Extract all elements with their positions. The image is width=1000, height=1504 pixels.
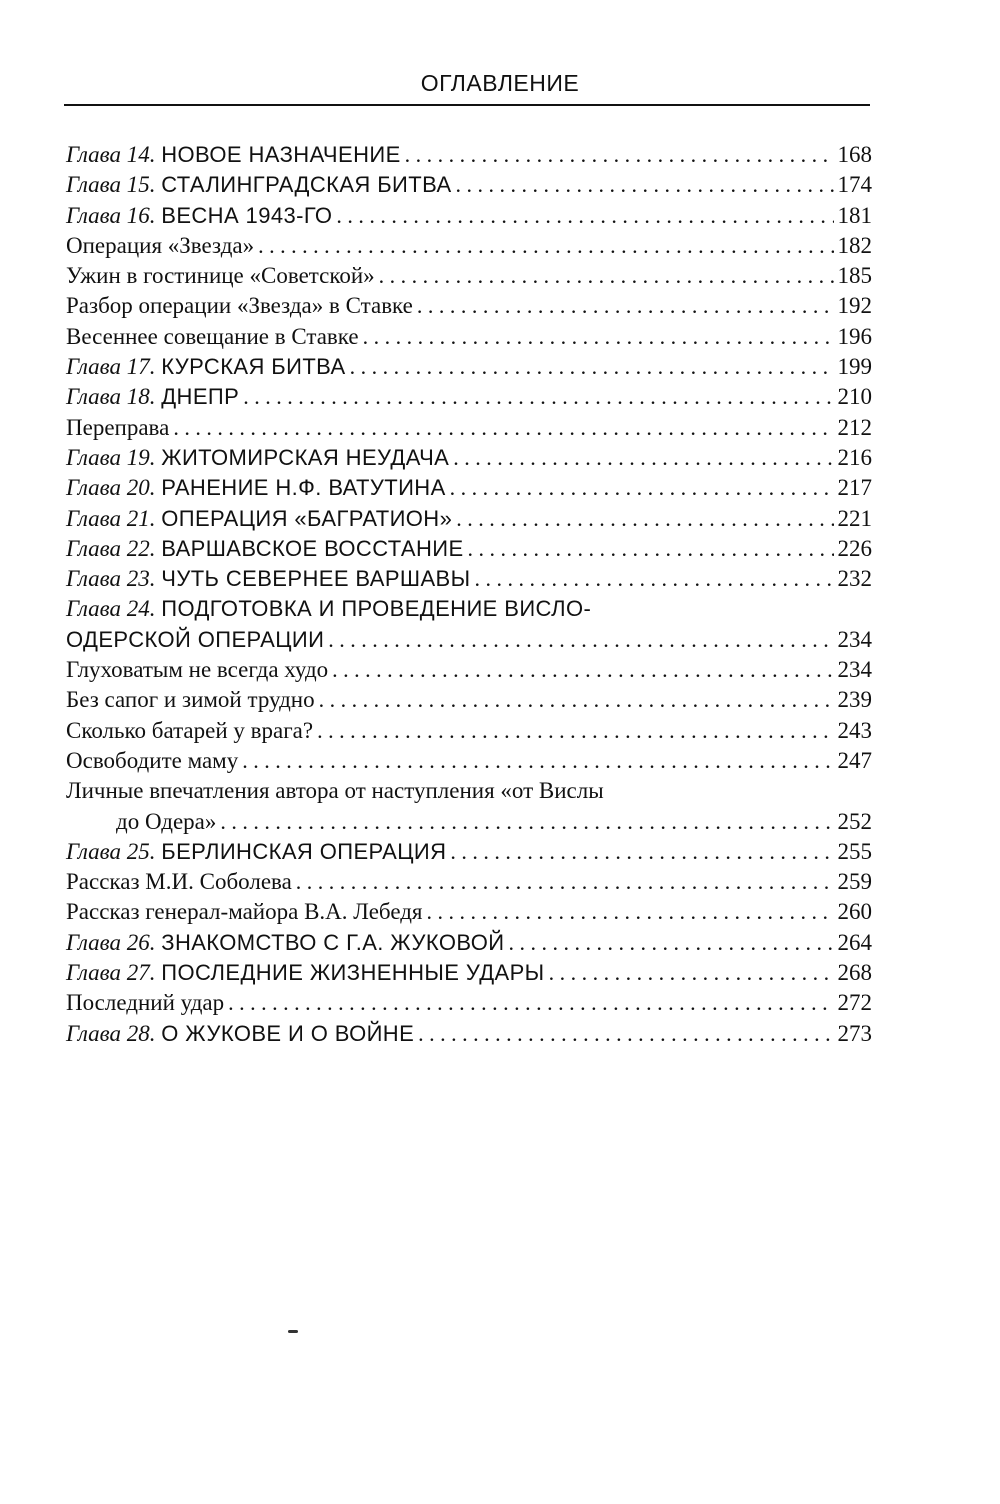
dot-leader <box>332 655 833 685</box>
toc-entry[interactable] <box>66 352 872 382</box>
page-number: 272 <box>837 990 872 1016</box>
chapter-title: БЕРЛИНСКАЯ ОПЕРАЦИЯ <box>161 838 447 864</box>
toc-entry[interactable] <box>66 807 872 837</box>
chapter-number: Глава 16. <box>66 202 156 228</box>
toc-entry-label <box>66 928 504 958</box>
chapter-number: Глава 15. <box>66 172 156 198</box>
section-title: Рассказ генерал-майора В.А. Лебедя <box>66 899 423 925</box>
chapter-number: Глава 14. <box>66 142 156 167</box>
toc-entry-label <box>66 534 464 564</box>
toc-entry[interactable] <box>66 140 872 170</box>
chapter-title: ВЕСНА 1943-ГО <box>161 202 333 228</box>
toc-entry-label <box>66 867 292 897</box>
page-number: 196 <box>837 323 872 349</box>
toc-entry[interactable] <box>66 201 872 231</box>
toc-entry[interactable] <box>66 685 872 715</box>
chapter-title: СТАЛИНГРАДСКАЯ БИТВА <box>161 172 452 198</box>
chapter-title: ЖИТОМИРСКАЯ НЕУДАЧА <box>161 444 450 470</box>
dot-leader <box>228 988 833 1018</box>
toc-entry-label <box>66 594 591 624</box>
dot-leader <box>405 140 834 170</box>
toc-entry[interactable] <box>66 776 872 806</box>
page-number: 212 <box>837 414 872 440</box>
toc-entry-label <box>66 352 346 382</box>
toc-entry-label <box>66 473 446 503</box>
toc-entry[interactable] <box>66 473 872 503</box>
toc-entry-label <box>66 231 254 261</box>
page-number: 243 <box>837 717 872 743</box>
toc-entry[interactable] <box>66 443 872 473</box>
chapter-number: Глава 20. <box>66 475 156 501</box>
section-title: Переправа <box>66 414 170 440</box>
toc-entry[interactable] <box>66 655 872 685</box>
toc-entry[interactable] <box>66 504 872 534</box>
toc-entry[interactable] <box>66 958 872 988</box>
toc-entry-label <box>66 201 332 231</box>
page-number: 174 <box>837 172 872 198</box>
dot-leader <box>242 746 833 776</box>
toc-entry[interactable] <box>66 928 872 958</box>
chapter-number: Глава 18. <box>66 384 156 410</box>
dot-leader <box>450 837 833 867</box>
section-title: Сколько батарей у врага? <box>66 717 314 743</box>
toc-entry-label <box>66 746 238 776</box>
toc-entry[interactable] <box>66 413 872 443</box>
section-title: Личные впечатления автора от наступления «от Вислы <box>66 778 604 804</box>
print-speck <box>288 1330 298 1333</box>
chapter-number: Глава 28. <box>66 1020 156 1046</box>
section-title: Ужин в гостинице «Советской» <box>66 263 375 289</box>
toc-entry-label <box>66 988 224 1018</box>
page-number: 217 <box>837 475 872 501</box>
page-number: 259 <box>837 869 872 895</box>
page-number: 234 <box>837 626 872 652</box>
chapter-number: Глава 22. <box>66 535 156 561</box>
page-number: 255 <box>837 838 872 864</box>
toc-entry[interactable] <box>66 746 872 776</box>
dot-leader <box>418 1019 833 1049</box>
page-number: 168 <box>837 142 872 167</box>
dot-leader <box>450 473 834 503</box>
chapter-number: Глава 23. <box>66 566 156 592</box>
chapter-title: ЧУТЬ СЕВЕРНЕЕ ВАРШАВЫ <box>161 566 471 592</box>
toc-entry-label <box>66 958 545 988</box>
chapter-number: Глава 19. <box>66 444 156 470</box>
toc-entry[interactable] <box>66 291 872 321</box>
dot-leader <box>453 443 833 473</box>
chapter-title: ОДЕРСКОЙ ОПЕРАЦИИ <box>66 626 325 652</box>
chapter-title: ПОДГОТОВКА И ПРОВЕДЕНИЕ ВИСЛО- <box>161 596 592 622</box>
toc-entry[interactable] <box>66 837 872 867</box>
toc-entry-label <box>66 504 452 534</box>
dot-leader <box>350 352 834 382</box>
toc-entry[interactable] <box>66 1019 872 1049</box>
dot-leader <box>549 958 834 988</box>
toc-entry-label <box>66 625 324 655</box>
dot-leader <box>336 201 833 231</box>
page-number: 199 <box>837 354 872 380</box>
dot-leader <box>417 291 834 321</box>
dot-leader <box>456 170 834 200</box>
dot-leader <box>319 685 834 715</box>
toc-entry-label <box>116 807 216 837</box>
toc-entry[interactable] <box>66 231 872 261</box>
chapter-title: ЗНАКОМСТВО С Г.А. ЖУКОВОЙ <box>161 929 505 955</box>
toc-entry[interactable] <box>66 897 872 927</box>
toc-entry-label <box>66 261 375 291</box>
section-title: Глуховатым не всегда худо <box>66 657 329 683</box>
page-number: 182 <box>837 232 872 258</box>
page-number: 239 <box>837 687 872 713</box>
page-number: 216 <box>837 444 872 470</box>
chapter-title: КУРСКАЯ БИТВА <box>161 354 346 380</box>
dot-leader <box>427 897 834 927</box>
page-number: 260 <box>837 899 872 925</box>
page-number: 232 <box>837 566 872 592</box>
dot-leader <box>363 322 834 352</box>
page-number: 221 <box>837 505 872 531</box>
page-number: 226 <box>837 535 872 561</box>
dot-leader <box>258 231 833 261</box>
toc-entry[interactable] <box>66 625 872 655</box>
chapter-title: ПОСЛЕДНИЕ ЖИЗНЕННЫЕ УДАРЫ <box>161 960 545 986</box>
dot-leader <box>317 716 833 746</box>
header-rule <box>64 104 870 106</box>
running-title: ОГЛАВЛЕНИЕ <box>420 70 580 96</box>
page-number: 181 <box>837 202 872 228</box>
toc-entry[interactable] <box>66 988 872 1018</box>
chapter-title: ОПЕРАЦИЯ «БАГРАТИОН» <box>161 505 453 531</box>
toc-entry[interactable] <box>66 564 872 594</box>
dot-leader <box>508 928 833 958</box>
toc-entry-label <box>66 170 452 200</box>
chapter-title: НОВОЕ НАЗНАЧЕНИЕ <box>161 142 401 167</box>
page-number: 268 <box>837 960 872 986</box>
toc-entry[interactable] <box>66 382 872 412</box>
page-number: 264 <box>837 929 872 955</box>
table-of-contents <box>66 140 872 1049</box>
chapter-number: Глава 17. <box>66 354 156 380</box>
dot-leader <box>173 413 833 443</box>
dot-leader <box>328 625 833 655</box>
section-title: Без сапог и зимой трудно <box>66 687 315 713</box>
section-title: до Одера» <box>116 808 217 834</box>
toc-entry-label <box>66 413 169 443</box>
chapter-number: Глава 25. <box>66 838 156 864</box>
page-number: 185 <box>837 263 872 289</box>
section-title: Рассказ М.И. Соболева <box>66 869 292 895</box>
toc-entry-label <box>66 291 413 321</box>
toc-entry-label <box>66 443 449 473</box>
chapter-number: Глава 21. <box>66 505 156 531</box>
toc-entry-label <box>66 685 315 715</box>
chapter-number: Глава 26. <box>66 929 156 955</box>
dot-leader <box>475 564 834 594</box>
section-title: Освободите маму <box>66 747 239 773</box>
toc-entry[interactable] <box>66 867 872 897</box>
toc-entry[interactable] <box>66 261 872 291</box>
toc-entry-label <box>66 1019 414 1049</box>
chapter-title: ВАРШАВСКОЕ ВОССТАНИЕ <box>161 535 464 561</box>
toc-entry-label <box>66 564 471 594</box>
section-title: Весеннее совещание в Ставке <box>66 323 359 349</box>
section-title: Последний удар <box>66 990 225 1016</box>
toc-entry-label <box>66 897 423 927</box>
page-number: 252 <box>837 808 872 834</box>
toc-entry-label <box>66 322 359 352</box>
dot-leader <box>296 867 834 897</box>
toc-entry[interactable] <box>66 594 872 624</box>
chapter-title: ДНЕПР <box>161 384 240 410</box>
toc-entry-label <box>66 382 239 412</box>
section-title: Операция «Звезда» <box>66 232 255 258</box>
toc-entry[interactable] <box>66 170 872 200</box>
page-number: 234 <box>837 657 872 683</box>
toc-entry[interactable] <box>66 322 872 352</box>
toc-entry-label <box>66 716 313 746</box>
page-number: 192 <box>837 293 872 319</box>
page-number: 247 <box>837 747 872 773</box>
dot-leader <box>243 382 833 412</box>
dot-leader <box>456 504 833 534</box>
chapter-title: РАНЕНИЕ Н.Ф. ВАТУТИНА <box>161 475 446 501</box>
toc-entry[interactable] <box>66 716 872 746</box>
dot-leader <box>379 261 834 291</box>
toc-entry[interactable] <box>66 534 872 564</box>
toc-entry-label <box>66 655 328 685</box>
toc-entry-label <box>66 140 401 170</box>
page-number: 273 <box>837 1020 872 1046</box>
section-title: Разбор операции «Звезда» в Ставке <box>66 293 413 319</box>
toc-entry-label <box>66 837 446 867</box>
toc-entry-label <box>66 776 604 806</box>
dot-leader <box>468 534 834 564</box>
dot-leader <box>220 807 833 837</box>
chapter-number: Глава 27. <box>66 960 156 986</box>
chapter-title: О ЖУКОВЕ И О ВОЙНЕ <box>161 1020 415 1046</box>
page-number: 210 <box>837 384 872 410</box>
chapter-number: Глава 24. <box>66 596 156 622</box>
